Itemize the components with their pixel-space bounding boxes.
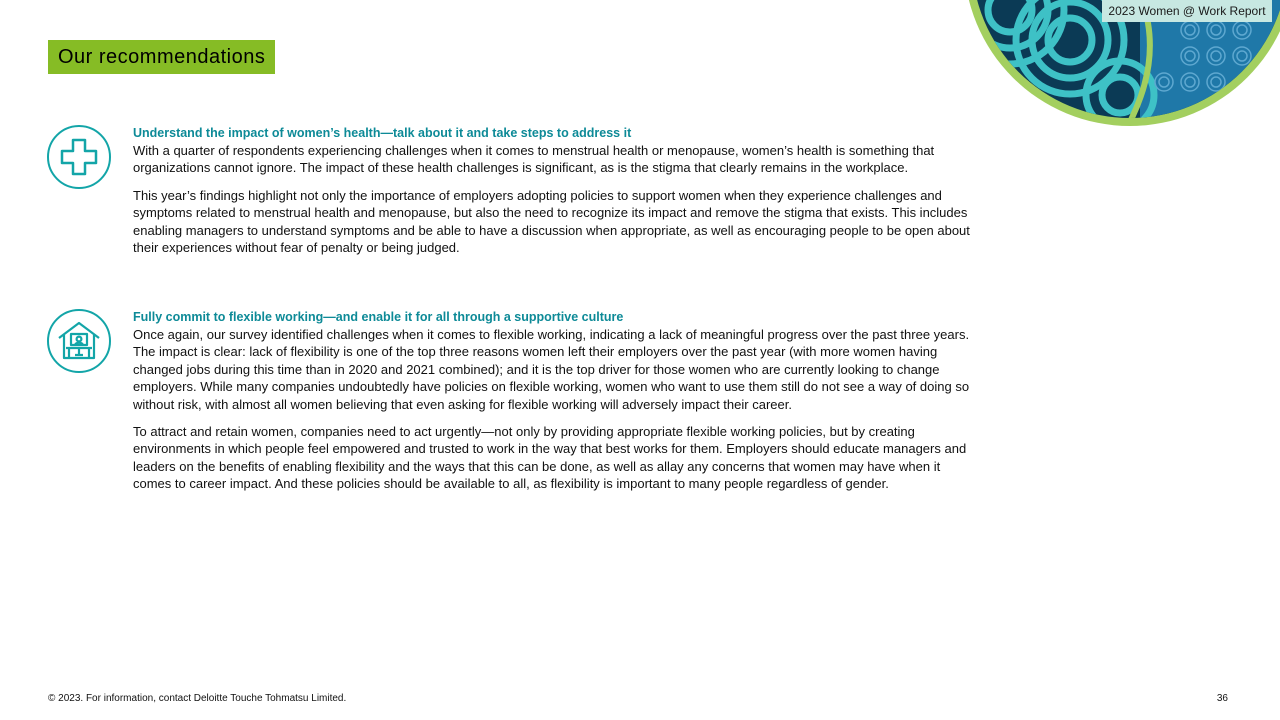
paragraph: This year’s findings highlight not only the importance of employers adopting policies to support women when they experience challenges and symptoms related to menstrual health and menopause, but also the need to recognize its impact and remove the stigma that exists. This includes enabling managers to understand symptoms and be able to have a discussion when appropriate, as well as encouraging people to be open about their experiences without fear of penalty or being judged. (133, 187, 970, 256)
footer-copyright: © 2023. For information, contact Deloitte Touche Tohmatsu Limited. (48, 693, 347, 704)
home-office-icon (47, 309, 111, 373)
page-number: 36 (1216, 693, 1228, 704)
paragraph: With a quarter of respondents experiencing challenges when it comes to menstrual health or menopause, women’s health is something that organizations cannot ignore. The impact of these health challenges is significant, as is the stigma that clearly remains in the workplace. (133, 143, 935, 176)
section-heading: Fully commit to flexible working—and enable it for all through a supportive culture (133, 310, 624, 324)
report-title-tag: 2023 Women @ Work Report (1102, 0, 1272, 22)
paragraph: To attract and retain women, companies need to act urgently—not only by providing appropriate flexible working policies, but by creating environments in which people feel empowered and trusted to work in the way that best works for them. Employers should educate managers and leaders on the benefits of enabling flexibility and the ways that this can be done, as well as allay any concerns that women may have when it comes to career impact. And these policies should be available to all, as flexibility is important to many people regardless of gender. (133, 424, 967, 492)
medical-cross-icon (47, 125, 111, 189)
recommendation-health (133, 125, 973, 266)
page-title: Our recommendations (48, 40, 275, 74)
section-heading: Understand the impact of women’s health—talk about it and take steps to address it (133, 126, 632, 140)
paragraph: Once again, our survey identified challenges when it comes to flexible working, indicating a lack of meaningful progress over the past three years. The impact is clear: lack of flexibility is one of the top three reasons women left their employers over the past year (with more women having changed jobs during this time than in 2020 and 2021 combined); and it is the top driver for those women who are currently looking to change employers. While many companies undoubtedly have policies on flexible working, women who want to use them still do not see a way of doing so without risk, with almost all women believing that even asking for flexible working will adversely impact their career. (133, 327, 970, 412)
recommendation-flexible-working (133, 309, 973, 503)
